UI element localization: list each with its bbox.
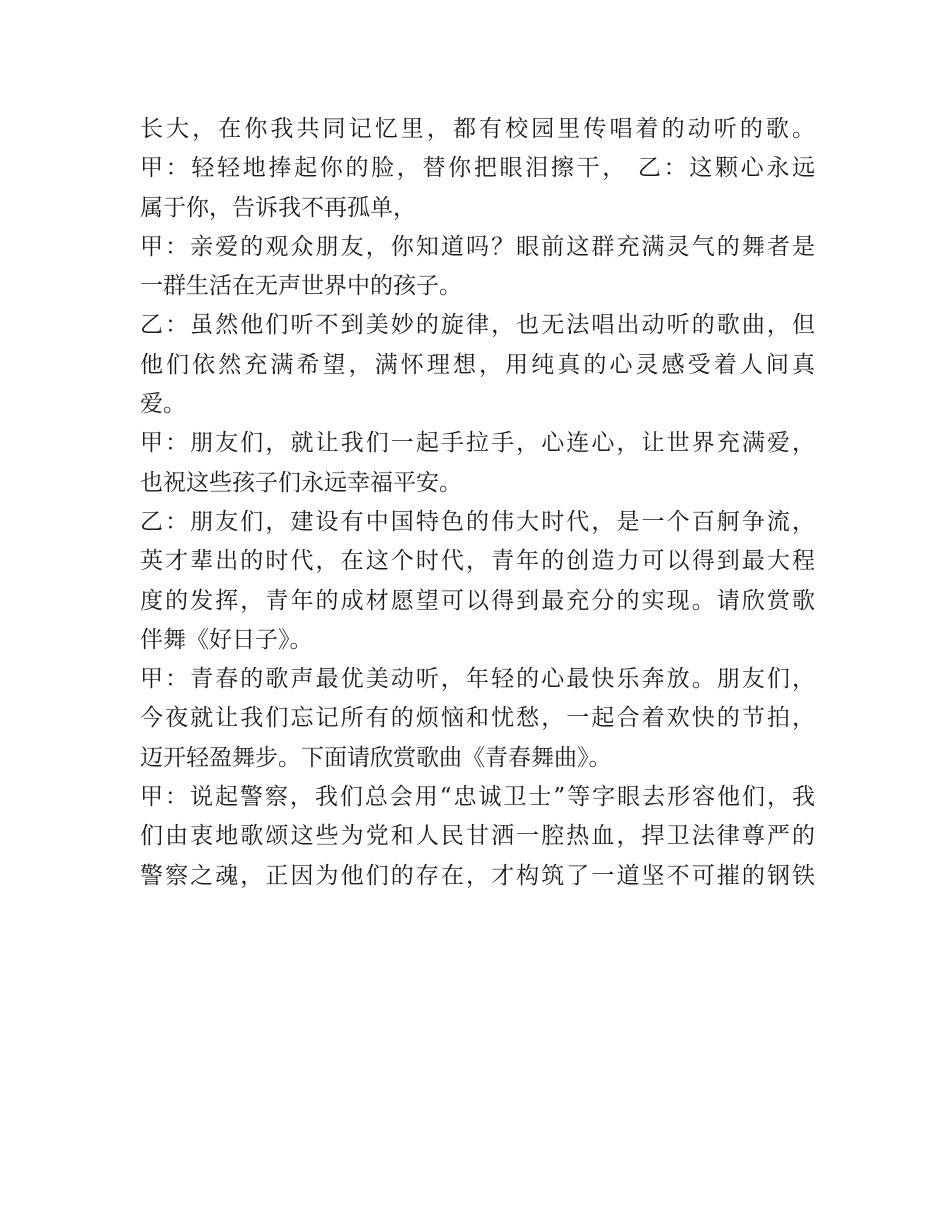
text-line: 警察之魂，正因为他们的存在，才构筑了一道坚不可摧的钢铁 <box>140 862 815 889</box>
text-line: 爱。 <box>140 391 186 418</box>
text-line: 甲：亲爱的观众朋友，你知道吗？眼前这群充满灵气的舞者是 <box>140 233 815 260</box>
text-line: 们由衷地歌颂这些为党和人民甘洒一腔热血，捍卫法律尊严的 <box>140 823 815 850</box>
text-line: 他们依然充满希望，满怀理想，用纯真的心灵感受着人间真 <box>140 351 815 378</box>
text-line: 度的发挥，青年的成材愿望可以得到最充分的实现。请欣赏歌 <box>140 587 815 614</box>
text-line: 一群生活在无声世界中的孩子。 <box>140 273 462 300</box>
text-line: 迈开轻盈舞步。下面请欣赏歌曲《青春舞曲》。 <box>140 744 612 771</box>
text-line: 属于你，告诉我不再孤单， <box>140 194 416 221</box>
text-line: 甲：朋友们，就让我们一起手拉手，心连心，让世界充满爱， <box>140 430 815 457</box>
text-line: 今夜就让我们忘记所有的烦恼和忧愁，一起合着欢快的节拍， <box>140 705 815 732</box>
document-body <box>140 110 815 896</box>
text-line: 长大，在你我共同记忆里，都有校园里传唱着的动听的歌。 <box>140 116 815 142</box>
text-line: 乙：虽然他们听不到美妙的旋律，也无法唱出动听的歌曲，但 <box>140 312 815 339</box>
text-line: 乙：朋友们，建设有中国特色的伟大时代，是一个百舸争流， <box>140 508 815 535</box>
text-line: 甲：青春的歌声最优美动听，年轻的心最快乐奔放。朋友们， <box>140 666 815 693</box>
text-line: 甲：说起警察，我们总会用“忠诚卫士”等字眼去形容他们，我 <box>140 784 815 811</box>
text-line: 也祝这些孩子们永远幸福平安。 <box>140 469 462 496</box>
text-line: 英才辈出的时代，在这个时代，青年的创造力可以得到最大程 <box>140 548 815 575</box>
text-line: 甲：轻轻地捧起你的脸，替你把眼泪擦干， 乙：这颗心永远 <box>140 155 815 182</box>
text-line: 伴舞《好日子》。 <box>140 626 313 653</box>
